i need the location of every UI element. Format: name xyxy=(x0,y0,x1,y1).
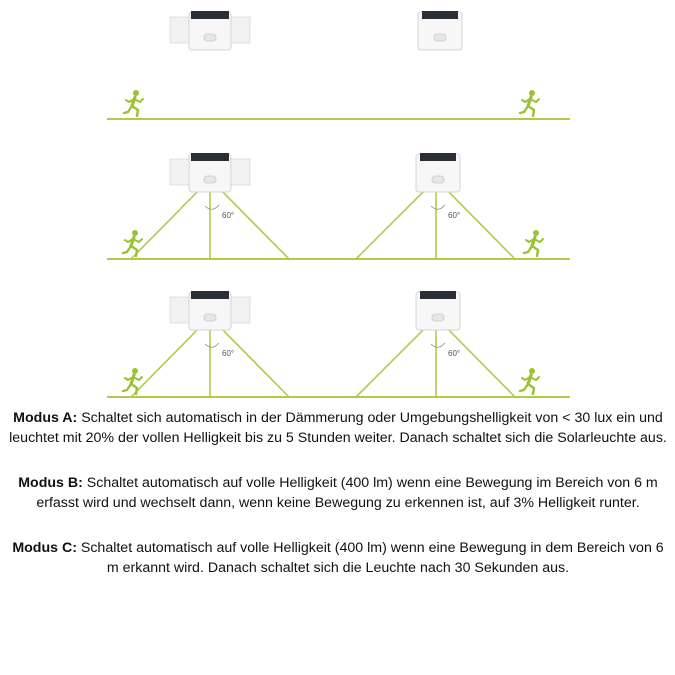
diagram-row-1 xyxy=(107,11,570,119)
mode-c-title: Modus C: xyxy=(12,540,77,556)
running-person-icon xyxy=(123,230,142,256)
solar-lamp-icon xyxy=(416,291,460,330)
angle-label-left: 60° xyxy=(222,211,235,220)
angle-arc-left xyxy=(205,343,219,347)
running-person-icon xyxy=(124,90,143,116)
mode-b-description xyxy=(8,473,668,513)
mode-a-title: Modus A: xyxy=(13,410,78,426)
solar-lamp-icon xyxy=(170,153,250,192)
solar-lamp-icon xyxy=(416,153,460,192)
mode-a-text: Schaltet sich automatisch in der Dämmerung oder Umgebungshelligkeit von < 30 lux ein und leuchtet mit 20% der vollen Helligkeit bis zu 5 Stunden weiter. Danach schaltet sich die Solarleuchte aus. xyxy=(9,410,667,446)
angle-arc-left xyxy=(205,205,219,209)
mode-b-title: Modus B: xyxy=(18,475,83,491)
mode-a-description xyxy=(8,408,668,448)
solar-lamp-icon xyxy=(170,291,250,330)
mode-c-description xyxy=(8,538,668,578)
mode-descriptions xyxy=(8,408,668,578)
mode-c-text: Schaltet automatisch auf volle Helligkeit (400 lm) wenn eine Bewegung in dem Bereich von 6 m erkannt wird. Danach schaltet sich die Leuchte nach 30 Sekunden aus. xyxy=(76,540,664,576)
running-person-icon xyxy=(520,90,539,116)
angle-arc-right xyxy=(431,205,445,209)
diagram-row-3 xyxy=(107,291,570,397)
diagram-row-2 xyxy=(107,153,570,259)
angle-arc-right xyxy=(431,343,445,347)
angle-label-right: 60° xyxy=(448,349,461,358)
running-person-icon xyxy=(520,368,539,394)
running-person-icon xyxy=(524,230,543,256)
running-person-icon xyxy=(123,368,142,394)
angle-label-left: 60° xyxy=(222,349,235,358)
solar-lamp-icon xyxy=(418,11,462,50)
solar-lamp-icon xyxy=(170,11,250,50)
mode-b-text: Schaltet automatisch auf volle Helligkeit (400 lm) wenn eine Bewegung im Bereich von 6 m erfasst wird und wechselt dann, wenn keine Bewegung zu erkennen ist, auf 3% Helligkeit runter. xyxy=(36,475,658,511)
angle-label-right: 60° xyxy=(448,211,461,220)
